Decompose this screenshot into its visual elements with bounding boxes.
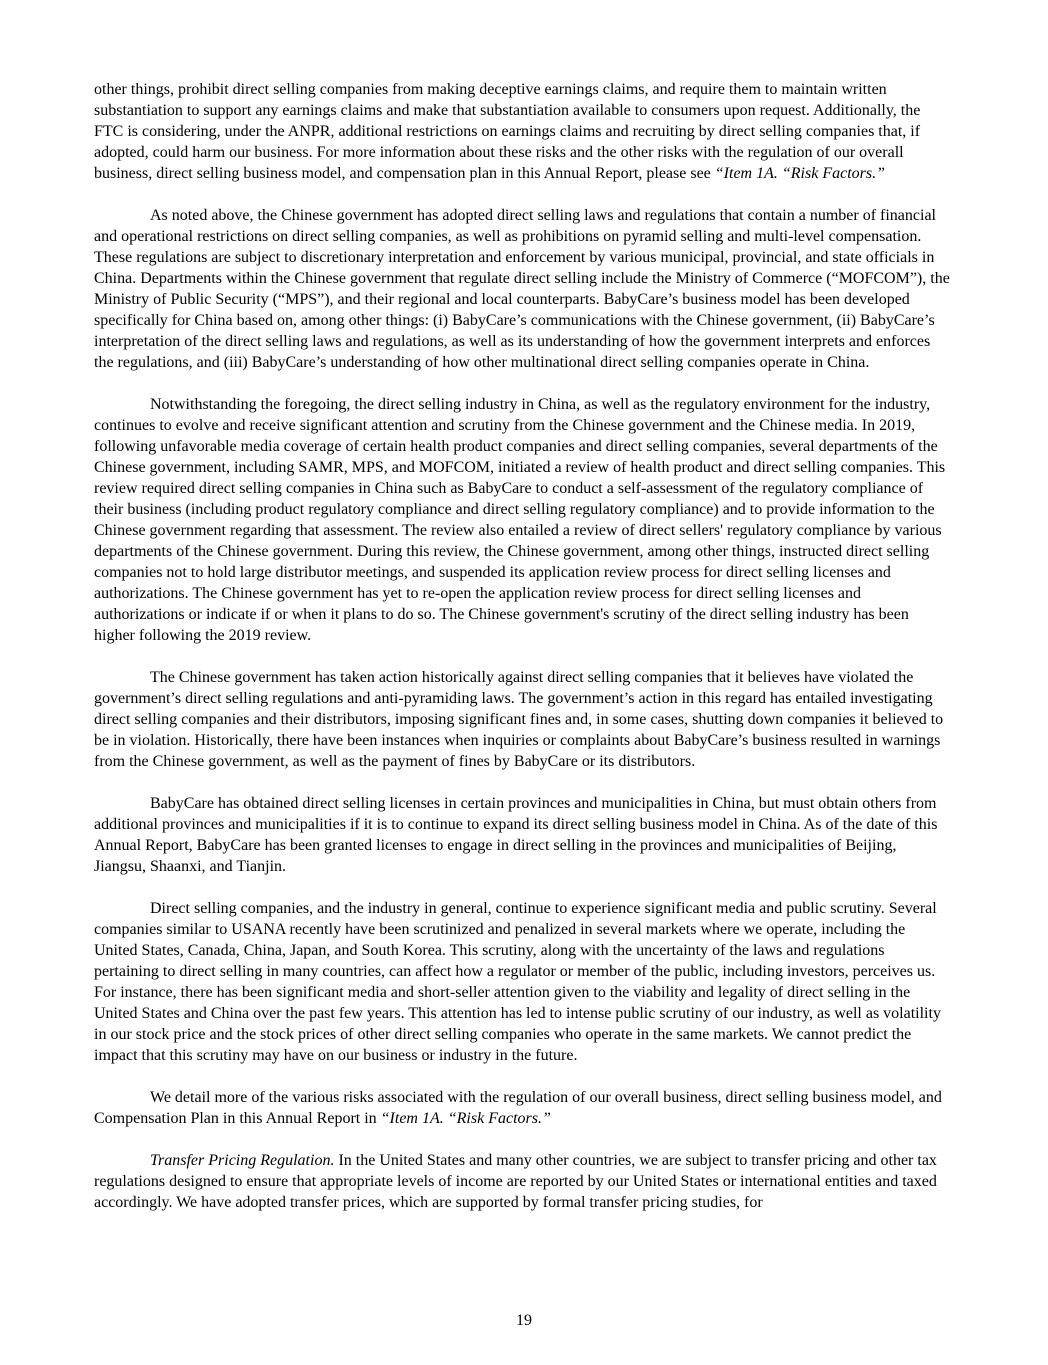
paragraph-babycare-licenses [94, 793, 951, 877]
paragraph-transfer-pricing [94, 1150, 951, 1213]
risk-factors-cross-reference: “Item 1A. “Risk Factors.” [380, 1110, 551, 1127]
paragraph-text: As noted above, the Chinese government has adopted direct selling laws and regulations that contain a number of financial and operational restrictions on direct selling companies, as well as prohibitions on pyramid selling and multi-level compensation. These regulations are subject to discretionary interpretation and enforcement by various municipal, provincial, and state officials in China. Departments within the Chinese government that regulate direct selling include the Ministry of Commerce (“MOFCOM”), the Ministry of Public Security (“MPS”), and their regional and local counterparts. BabyCare’s business model has been developed specifically for China based on, among other things: (i) BabyCare’s communications with the Chinese government, (ii) BabyCare’s interpretation of the direct selling laws and regulations, as well as its understanding of how the government interprets and enforces the regulations, and (iii) BabyCare’s understanding of how other multinational direct selling companies operate in China. [94, 207, 950, 371]
paragraph-text: The Chinese government has taken action historically against direct selling companies that it believes have violated the government’s direct selling regulations and anti-pyramiding laws. The government’s action in this regard has entailed investigating direct selling companies and their distributors, imposing significant fines and, in some cases, shutting down companies it believed to be in violation. Historically, there have been instances when inquiries or complaints about BabyCare’s business resulted in warnings from the Chinese government, as well as the payment of fines by BabyCare or its distributors. [94, 669, 944, 770]
paragraph-2019-review [94, 394, 951, 646]
page-body [94, 79, 951, 1234]
paragraph-text: In the United States and many other countries, we are subject to transfer pricing and other tax regulations designed to ensure that appropriate levels of income are reported by our United States or international entities and taxed accordingly. We have adopted transfer prices, which are supported by formal transfer pricing studies, for [94, 1152, 937, 1211]
paragraph-text: Notwithstanding the foregoing, the direct selling industry in China, as well as the regulatory environment for the industry, continues to evolve and receive significant attention and scrutiny from the Chinese government and the Chinese media. In 2019, following unfavorable media coverage of certain health product companies and direct selling companies, several departments of the Chinese government, including SAMR, MPS, and MOFCOM, initiated a review of health product and direct selling companies. This review required direct selling companies in China such as BabyCare to conduct a self-assessment of the regulatory compliance of their business (including product regulatory compliance and direct selling regulatory compliance) and to provide information to the Chinese government regarding that assessment. The review also entailed a review of direct sellers' regulatory compliance by various departments of the Chinese government. During this review, the Chinese government, among other things, instructed direct selling companies not to hold large distributor meetings, and suspended its application review process for direct selling licenses and authorizations. The Chinese government has yet to re-open the application review process for direct selling licenses and authorizations or indicate if or when it plans to do so. The Chinese government's scrutiny of the direct selling industry has been higher following the 2019 review. [94, 396, 946, 644]
paragraph-text: BabyCare has obtained direct selling licenses in certain provinces and municipalities in China, but must obtain others from additional provinces and municipalities if it is to continue to expand its direct selling business model in China. As of the date of this Annual Report, BabyCare has been granted licenses to engage in direct selling in the provinces and municipalities of Beijing, Jiangsu, Shaanxi, and Tianjin. [94, 795, 938, 875]
paragraph-government-actions [94, 667, 951, 772]
page-number: 19 [516, 1312, 532, 1329]
paragraph-text: We detail more of the various risks associated with the regulation of our overall business, direct selling business model, and Compensation Plan in this Annual Report in [94, 1089, 942, 1127]
paragraph-media-scrutiny [94, 898, 951, 1066]
paragraph-text: other things, prohibit direct selling companies from making deceptive earnings claims, and require them to maintain written substantiation to support any earnings claims and make that substantiation available to consumers upon request. Additionally, the FTC is considering, under the ANPR, additional restrictions on earnings claims and recruiting by direct selling companies that, if adopted, could harm our business. For more information about these risks and the other risks with the regulation of our overall business, direct selling business model, and compensation plan in this Annual Report, please see [94, 81, 921, 182]
risk-factors-cross-reference: “Item 1A. “Risk Factors.” [714, 165, 885, 182]
paragraph-text: Direct selling companies, and the industry in general, continue to experience significant media and public scrutiny. Several companies similar to USANA recently have been scrutinized and penalized in several markets where we operate, including the United States, Canada, China, Japan, and South Korea. This scrutiny, along with the uncertainty of the laws and regulations pertaining to direct selling in many countries, can affect how a regulator or member of the public, including investors, perceives us. For instance, there has been significant media and short-seller attention given to the viability and legality of direct selling in the United States and China over the past few years. This attention has led to intense public scrutiny of our industry, as well as volatility in our stock price and the stock prices of other direct selling companies who operate in the same markets. We cannot predict the impact that this scrutiny may have on our business or industry in the future. [94, 900, 941, 1064]
transfer-pricing-heading: Transfer Pricing Regulation. [150, 1152, 335, 1169]
paragraph-ftc-earnings-claims [94, 79, 951, 184]
paragraph-chinese-regulations [94, 205, 951, 373]
paragraph-risk-detail-reference [94, 1087, 951, 1129]
